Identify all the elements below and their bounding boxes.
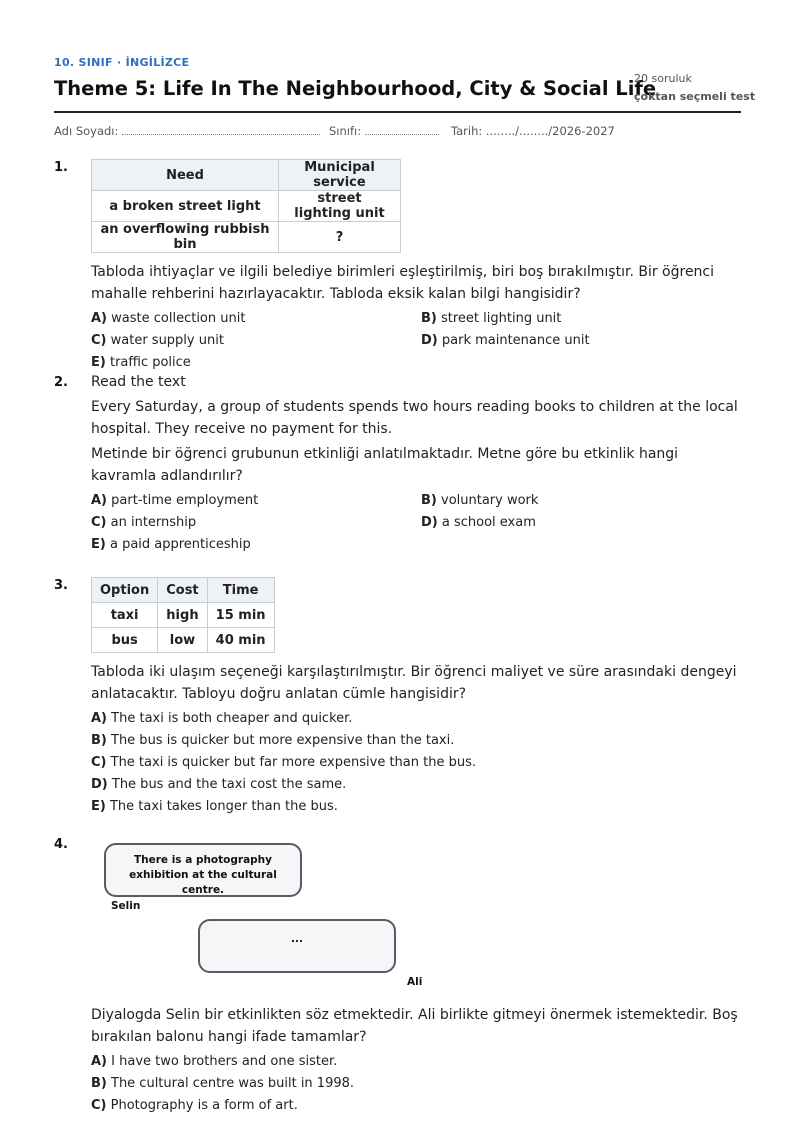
test-type: çoktan seçmeli test <box>634 90 756 103</box>
question-text: Diyalogda Selin bir etkinlikten söz etmektedir. Ali birlikte gitmeyi önermek istemektedir. Boş bırakılan balonu hangi ifade tamamlar? <box>91 1007 738 1045</box>
option-text: voluntary work <box>441 493 539 508</box>
option-text: waste collection unit <box>111 311 246 326</box>
table-cell: low <box>158 628 207 653</box>
option-b[interactable] <box>421 490 741 512</box>
question-4 <box>91 1004 741 1117</box>
option-b[interactable] <box>91 1073 741 1095</box>
option-d[interactable] <box>421 512 741 534</box>
table-row <box>92 222 401 253</box>
option-e[interactable] <box>91 796 741 818</box>
date-label: Tarih: <box>451 124 483 138</box>
table-cell: 15 min <box>207 603 274 628</box>
needs-table <box>91 159 401 253</box>
option-letter: A) <box>91 1054 108 1069</box>
option-letter: D) <box>91 777 108 792</box>
option-text: park maintenance unit <box>441 333 590 348</box>
option-letter: E) <box>91 355 106 370</box>
name-label: Adı Soyadı: <box>54 124 119 138</box>
table-row <box>92 603 275 628</box>
date-field[interactable] <box>451 124 615 138</box>
speech-bubble-selin <box>104 843 302 897</box>
option-letter: B) <box>421 493 437 508</box>
question-text: Tabloda ihtiyaçlar ve ilgili belediye birimleri eşleştirilmiş, biri boş bırakılmıştır. Bir öğrenci mahalle rehberini hazırlayacaktır. Tabloda eksik kalan bilgi hangisidir? <box>91 264 715 302</box>
table-header-row <box>92 160 401 191</box>
option-a[interactable] <box>91 308 421 330</box>
table-cell: an overflowing rubbish bin <box>92 222 279 253</box>
question-1 <box>91 159 741 374</box>
bubble-blank: ... <box>291 933 303 945</box>
option-a[interactable] <box>91 490 421 512</box>
transport-table <box>91 577 275 653</box>
option-text: a paid apprenticeship <box>109 537 251 552</box>
option-letter: B) <box>91 1076 107 1091</box>
date-value: ......../......../2026-2027 <box>485 124 615 138</box>
option-text: I have two brothers and one sister. <box>111 1054 338 1069</box>
option-b[interactable] <box>421 308 741 330</box>
question-2 <box>91 371 741 556</box>
option-letter: C) <box>91 1098 107 1113</box>
option-letter: B) <box>91 733 107 748</box>
reading-passage: Every Saturday, a group of students spends two hours reading books to children at the local hospital. They receive no payment for this. <box>91 399 738 437</box>
name-field[interactable] <box>54 124 320 138</box>
table-row <box>92 191 401 222</box>
option-text: The bus and the taxi cost the same. <box>111 777 347 792</box>
question-number: 3. <box>54 578 68 593</box>
option-letter: A) <box>91 711 108 726</box>
table-header: Need <box>92 160 279 191</box>
table-row <box>92 628 275 653</box>
option-c[interactable] <box>91 330 421 352</box>
option-text: Photography is a form of art. <box>110 1098 298 1113</box>
option-letter: D) <box>421 333 438 348</box>
option-text: an internship <box>110 515 197 530</box>
grade-subject-label: 10. SINIF · İNGİLİZCE <box>54 56 190 69</box>
question-count: 20 soruluk <box>634 72 692 85</box>
table-header: Option <box>92 578 158 603</box>
option-letter: E) <box>91 799 106 814</box>
question-text: Tabloda iki ulaşım seçeneği karşılaştırılmıştır. Bir öğrenci maliyet ve süre arasındaki dengeyi anlatacaktır. Tabloyu doğru anlatan cümle hangisidir? <box>91 664 737 702</box>
question-intro: Read the text <box>91 374 186 390</box>
table-cell: bus <box>92 628 158 653</box>
speech-bubble-ali <box>198 919 396 973</box>
option-letter: B) <box>421 311 437 326</box>
option-text: traffic police <box>109 355 191 370</box>
option-text: The bus is quicker but more expensive than the taxi. <box>111 733 455 748</box>
table-header-row <box>92 578 275 603</box>
table-cell: ? <box>279 222 401 253</box>
option-d[interactable] <box>421 330 741 352</box>
class-blank[interactable] <box>365 124 439 135</box>
option-d[interactable] <box>91 774 741 796</box>
option-text: water supply unit <box>110 333 224 348</box>
option-letter: C) <box>91 515 107 530</box>
table-cell: street lighting unit <box>279 191 401 222</box>
options-list <box>91 708 741 818</box>
question-text: Metinde bir öğrenci grubunun etkinliği anlatılmaktadır. Metne göre bu etkinlik hangi kavramla adlandırılır? <box>91 446 679 484</box>
question-number: 1. <box>54 160 68 175</box>
option-b[interactable] <box>91 730 741 752</box>
option-letter: C) <box>91 333 107 348</box>
question-3 <box>91 577 741 818</box>
table-header: Municipal service <box>279 160 401 191</box>
option-text: The taxi is both cheaper and quicker. <box>111 711 353 726</box>
bubble-text: There is a photography exhibition at the cultural centre. <box>129 854 277 896</box>
option-c[interactable] <box>91 752 741 774</box>
option-letter: A) <box>91 311 108 326</box>
header-divider <box>54 111 741 113</box>
class-label: Sınıfı: <box>329 124 362 138</box>
option-letter: E) <box>91 537 106 552</box>
options-grid <box>91 308 741 374</box>
table-cell: high <box>158 603 207 628</box>
page-title: Theme 5: Life In The Neighbourhood, City & Social Life <box>54 77 657 100</box>
table-header: Cost <box>158 578 207 603</box>
option-c[interactable] <box>91 1095 741 1117</box>
option-c[interactable] <box>91 512 421 534</box>
option-text: part-time employment <box>111 493 259 508</box>
option-e[interactable] <box>91 534 421 556</box>
table-cell: a broken street light <box>92 191 279 222</box>
option-a[interactable] <box>91 1051 741 1073</box>
question-number: 2. <box>54 375 68 390</box>
option-text: The taxi takes longer than the bus. <box>109 799 338 814</box>
question-number: 4. <box>54 837 68 852</box>
option-a[interactable] <box>91 708 741 730</box>
option-text: The cultural centre was built in 1998. <box>111 1076 355 1091</box>
table-header: Time <box>207 578 274 603</box>
option-text: The taxi is quicker but far more expensive than the bus. <box>110 755 476 770</box>
option-letter: A) <box>91 493 108 508</box>
option-text: a school exam <box>441 515 536 530</box>
options-grid <box>91 490 741 556</box>
table-cell: 40 min <box>207 628 274 653</box>
speaker-name: Selin <box>111 900 141 912</box>
table-cell: taxi <box>92 603 158 628</box>
option-text: street lighting unit <box>441 311 562 326</box>
name-blank[interactable] <box>122 124 320 135</box>
speaker-name: Ali <box>407 976 423 988</box>
class-field[interactable] <box>329 124 439 138</box>
options-list <box>91 1051 741 1117</box>
option-letter: C) <box>91 755 107 770</box>
option-letter: D) <box>421 515 438 530</box>
